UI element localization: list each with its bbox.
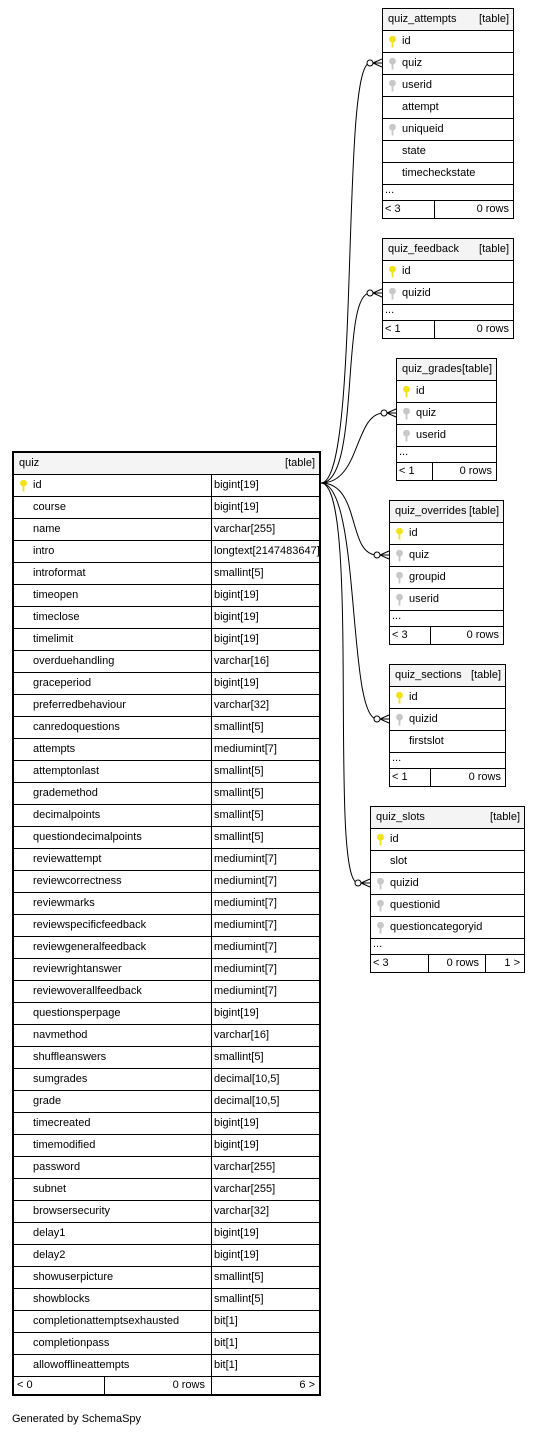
column-name: userid	[402, 79, 432, 91]
relationship-line-quiz-feedback	[321, 293, 370, 483]
column-row-quiz[interactable]	[383, 53, 513, 75]
crows-foot-marker	[387, 409, 396, 417]
table-tag: [table]	[490, 811, 520, 823]
row-count: 0 rows	[172, 1379, 205, 1391]
table-quiz-overrides[interactable]	[389, 500, 504, 645]
column-type: varchar[255]	[214, 523, 276, 535]
table-quiz-grades[interactable]	[396, 358, 497, 481]
column-row-attemptonlast[interactable]	[14, 761, 319, 783]
column-row-id[interactable]	[383, 31, 513, 53]
parents-count: < 1	[399, 465, 415, 477]
table-quiz-slots[interactable]	[370, 806, 525, 973]
column-type: bigint[19]	[214, 1007, 259, 1019]
column-row-attempts[interactable]	[14, 739, 319, 761]
column-type: bigint[19]	[214, 479, 259, 491]
footer-divider	[430, 769, 431, 786]
optional-circle-marker	[374, 716, 380, 722]
column-name: id	[416, 385, 425, 397]
column-row-timecreated[interactable]	[14, 1113, 319, 1135]
column-type: smallint[5]	[214, 1271, 264, 1283]
table-name: quiz	[19, 457, 40, 469]
column-row-reviewmarks[interactable]	[14, 893, 319, 915]
table-tag: [table]	[469, 505, 499, 517]
optional-circle-marker	[355, 880, 361, 886]
column-type: smallint[5]	[214, 567, 264, 579]
column-name: allowofflineattempts	[33, 1359, 130, 1371]
column-name: quiz	[416, 407, 437, 419]
column-name: reviewattempt	[33, 853, 102, 865]
relationship-line-quiz-attempts	[321, 63, 370, 483]
footer-divider	[211, 1377, 212, 1394]
column-name: firstslot	[409, 735, 444, 747]
column-row-overduehandling[interactable]	[14, 651, 319, 673]
row-count: 0 rows	[459, 465, 492, 477]
more-columns-ellipsis: ...	[383, 305, 513, 321]
column-type: varchar[32]	[214, 1205, 270, 1217]
children-count: 6 >	[299, 1379, 315, 1391]
parents-count: < 0	[17, 1379, 33, 1391]
column-row-userid[interactable]	[397, 425, 496, 447]
column-row-canredoquestions[interactable]	[14, 717, 319, 739]
relationship-line-quiz-slots	[321, 483, 358, 883]
optional-circle-marker	[381, 410, 387, 416]
column-row-allowofflineattempts[interactable]	[14, 1355, 319, 1377]
column-row-reviewgeneralfeedback[interactable]	[14, 937, 319, 959]
column-row-reviewoverallfeedback[interactable]	[14, 981, 319, 1003]
parents-count: < 1	[385, 323, 401, 335]
column-name: intro	[33, 545, 55, 557]
column-name: quiz	[402, 57, 423, 69]
column-name: userid	[409, 593, 439, 605]
column-row-decimalpoints[interactable]	[14, 805, 319, 827]
table-tag: [table]	[285, 457, 315, 469]
column-row-name[interactable]	[14, 519, 319, 541]
column-row-delay1[interactable]	[14, 1223, 319, 1245]
table-footer	[14, 1377, 319, 1394]
column-row-userid[interactable]	[383, 75, 513, 97]
table-footer	[371, 955, 524, 972]
table-header	[390, 665, 505, 687]
column-name: showuserpicture	[33, 1271, 114, 1283]
column-name: slot	[390, 855, 408, 867]
children-count: 1 >	[504, 957, 520, 969]
column-name: canredoquestions	[33, 721, 120, 733]
more-columns-ellipsis: ...	[371, 939, 524, 955]
column-type: varchar[255]	[214, 1183, 276, 1195]
column-row-questionsperpage[interactable]	[14, 1003, 319, 1025]
column-type: bigint[19]	[214, 1117, 259, 1129]
column-name: completionattemptsexhausted	[33, 1315, 180, 1327]
table-name: quiz_grades	[402, 363, 462, 375]
column-row-course[interactable]	[14, 497, 319, 519]
column-name: delay2	[33, 1249, 66, 1261]
table-quiz-sections[interactable]	[389, 664, 506, 787]
column-name: shuffleanswers	[33, 1051, 107, 1063]
column-row-groupid[interactable]	[390, 567, 503, 589]
column-name: name	[33, 523, 61, 535]
column-type: mediumint[7]	[214, 743, 277, 755]
column-name: id	[402, 35, 411, 47]
column-type: longtext[2147483647]	[214, 545, 320, 557]
column-name: attempts	[33, 743, 76, 755]
column-row-timecheckstate[interactable]	[383, 163, 513, 185]
parents-count: < 1	[392, 771, 408, 783]
parents-count: < 3	[392, 629, 408, 641]
optional-circle-marker	[367, 60, 373, 66]
column-row-attempt[interactable]	[383, 97, 513, 119]
footer-divider	[513, 201, 514, 218]
footer-divider	[503, 627, 504, 644]
column-name: grademethod	[33, 787, 98, 799]
column-row-grademethod[interactable]	[14, 783, 319, 805]
column-type: mediumint[7]	[214, 853, 277, 865]
column-name: decimalpoints	[33, 809, 101, 821]
column-row-reviewattempt[interactable]	[14, 849, 319, 871]
column-row-quizid[interactable]	[390, 709, 505, 731]
column-name: attemptonlast	[33, 765, 100, 777]
optional-circle-marker	[367, 290, 373, 296]
column-row-sumgrades[interactable]	[14, 1069, 319, 1091]
column-type: varchar[255]	[214, 1161, 276, 1173]
column-type: bigint[19]	[214, 1139, 259, 1151]
table-header	[371, 807, 524, 829]
column-type: decimal[10,5]	[214, 1095, 280, 1107]
table-name: quiz_slots	[376, 811, 425, 823]
crows-foot-marker	[373, 59, 382, 67]
column-row-completionattemptsexhausted[interactable]	[14, 1311, 319, 1333]
crows-foot-marker	[380, 551, 389, 559]
table-header	[383, 9, 513, 31]
column-name: browsersecurity	[33, 1205, 111, 1217]
column-type: bigint[19]	[214, 1227, 259, 1239]
column-name: timecheckstate	[402, 167, 476, 179]
column-type: bigint[19]	[214, 677, 259, 689]
column-name: id	[390, 833, 399, 845]
column-row-timelimit[interactable]	[14, 629, 319, 651]
column-row-id[interactable]	[390, 523, 503, 545]
column-name: timelimit	[33, 633, 74, 645]
column-type: mediumint[7]	[214, 875, 277, 887]
column-row-id[interactable]	[397, 381, 496, 403]
column-row-slot[interactable]	[371, 851, 524, 873]
column-type: bit[1]	[214, 1359, 238, 1371]
column-name: id	[402, 265, 411, 277]
column-row-completionpass[interactable]	[14, 1333, 319, 1355]
column-name: delay1	[33, 1227, 66, 1239]
column-type: mediumint[7]	[214, 897, 277, 909]
column-name: id	[409, 691, 418, 703]
relationship-line-quiz-overrides	[321, 483, 377, 555]
crows-foot-marker	[373, 289, 382, 297]
column-row-questionid[interactable]	[371, 895, 524, 917]
column-row-id[interactable]	[14, 475, 319, 497]
column-type: mediumint[7]	[214, 963, 277, 975]
table-footer	[390, 627, 503, 644]
column-type: smallint[5]	[214, 787, 264, 799]
column-row-questiondecimalpoints[interactable]	[14, 827, 319, 849]
column-row-questioncategoryid[interactable]	[371, 917, 524, 939]
table-header	[390, 501, 503, 523]
table-quiz[interactable]	[12, 451, 321, 1396]
table-tag: [table]	[471, 669, 501, 681]
table-footer	[383, 201, 513, 218]
table-tag: [table]	[479, 243, 509, 255]
column-name: reviewrightanswer	[33, 963, 122, 975]
table-footer	[390, 769, 505, 786]
footer-divider	[513, 321, 514, 338]
more-columns-ellipsis: ...	[390, 611, 503, 627]
column-name: state	[402, 145, 426, 157]
table-quiz-feedback[interactable]	[382, 238, 514, 339]
column-row-preferredbehaviour[interactable]	[14, 695, 319, 717]
column-name: completionpass	[33, 1337, 110, 1349]
more-columns-ellipsis: ...	[383, 185, 513, 201]
column-row-intro[interactable]	[14, 541, 319, 563]
column-name: quizid	[409, 713, 438, 725]
column-row-reviewspecificfeedback[interactable]	[14, 915, 319, 937]
footer-divider	[496, 463, 497, 480]
column-type: smallint[5]	[214, 1293, 264, 1305]
row-count: 0 rows	[476, 203, 509, 215]
column-name: id	[33, 479, 42, 491]
column-name: overduehandling	[33, 655, 115, 667]
column-row-showblocks[interactable]	[14, 1289, 319, 1311]
column-name: subnet	[33, 1183, 67, 1195]
table-footer	[397, 463, 496, 480]
column-row-id[interactable]	[371, 829, 524, 851]
column-type: bigint[19]	[214, 611, 259, 623]
table-name: quiz_overrides	[395, 505, 467, 517]
column-name: navmethod	[33, 1029, 88, 1041]
column-type: varchar[16]	[214, 655, 270, 667]
table-quiz-attempts[interactable]	[382, 8, 514, 219]
column-name: timeclose	[33, 611, 80, 623]
table-header	[14, 453, 319, 475]
column-name: timemodified	[33, 1139, 96, 1151]
column-name: userid	[416, 429, 446, 441]
column-name: questiondecimalpoints	[33, 831, 142, 843]
column-row-quizid[interactable]	[371, 873, 524, 895]
more-columns-ellipsis: ...	[397, 447, 496, 463]
footer-divider	[485, 955, 486, 972]
column-name: grade	[33, 1095, 62, 1107]
column-type: mediumint[7]	[214, 919, 277, 931]
column-name: id	[409, 527, 418, 539]
column-row-id[interactable]	[390, 687, 505, 709]
column-type: varchar[32]	[214, 699, 270, 711]
column-row-firstslot[interactable]	[390, 731, 505, 753]
footer-divider	[505, 769, 506, 786]
column-type: mediumint[7]	[214, 985, 277, 997]
column-name: groupid	[409, 571, 446, 583]
column-row-uniqueid[interactable]	[383, 119, 513, 141]
column-type: decimal[10,5]	[214, 1073, 280, 1085]
column-row-password[interactable]	[14, 1157, 319, 1179]
footer-divider	[434, 321, 435, 338]
optional-circle-marker	[374, 552, 380, 558]
column-name: introformat	[33, 567, 86, 579]
column-type: smallint[5]	[214, 809, 264, 821]
footer-divider	[432, 463, 433, 480]
column-name: password	[33, 1161, 81, 1173]
column-name: questionsperpage	[33, 1007, 121, 1019]
column-type: bigint[19]	[214, 1249, 259, 1261]
row-count: 0 rows	[446, 957, 479, 969]
column-row-delay2[interactable]	[14, 1245, 319, 1267]
column-row-userid[interactable]	[390, 589, 503, 611]
column-row-quizid[interactable]	[383, 283, 513, 305]
column-type: bit[1]	[214, 1337, 238, 1349]
footer-divider	[104, 1377, 105, 1394]
column-row-navmethod[interactable]	[14, 1025, 319, 1047]
column-row-quiz[interactable]	[390, 545, 503, 567]
column-name: uniqueid	[402, 123, 444, 135]
column-row-introformat[interactable]	[14, 563, 319, 585]
column-name: quizid	[402, 287, 431, 299]
more-columns-ellipsis: ...	[390, 753, 505, 769]
column-name: showblocks	[33, 1293, 90, 1305]
column-type: varchar[16]	[214, 1029, 270, 1041]
column-name: sumgrades	[33, 1073, 88, 1085]
column-name: questioncategoryid	[390, 921, 483, 933]
crows-foot-marker	[380, 715, 389, 723]
column-row-id[interactable]	[383, 261, 513, 283]
column-row-subnet[interactable]	[14, 1179, 319, 1201]
column-name: timecreated	[33, 1117, 91, 1129]
generated-by-note: Generated by SchemaSpy	[12, 1413, 142, 1425]
column-name: reviewcorrectness	[33, 875, 122, 887]
column-name: attempt	[402, 101, 439, 113]
footer-divider	[428, 955, 429, 972]
footer-divider	[434, 201, 435, 218]
column-name: reviewmarks	[33, 897, 95, 909]
column-row-grade[interactable]	[14, 1091, 319, 1113]
table-name: quiz_feedback	[388, 243, 459, 255]
table-name: quiz_attempts	[388, 13, 457, 25]
column-row-graceperiod[interactable]	[14, 673, 319, 695]
column-row-reviewcorrectness[interactable]	[14, 871, 319, 893]
row-count: 0 rows	[476, 323, 509, 335]
column-type: bit[1]	[214, 1315, 238, 1327]
column-name: timeopen	[33, 589, 79, 601]
parents-count: < 3	[385, 203, 401, 215]
table-header	[397, 359, 496, 381]
column-row-timeopen[interactable]	[14, 585, 319, 607]
table-header	[383, 239, 513, 261]
column-name: reviewgeneralfeedback	[33, 941, 147, 953]
column-name: preferredbehaviour	[33, 699, 126, 711]
column-name: graceperiod	[33, 677, 92, 689]
column-type: smallint[5]	[214, 765, 264, 777]
column-name: course	[33, 501, 67, 513]
column-type: smallint[5]	[214, 1051, 264, 1063]
column-row-timemodified[interactable]	[14, 1135, 319, 1157]
table-footer	[383, 321, 513, 338]
row-count: 0 rows	[466, 629, 499, 641]
column-row-quiz[interactable]	[397, 403, 496, 425]
column-name: reviewspecificfeedback	[33, 919, 147, 931]
table-name: quiz_sections	[395, 669, 462, 681]
column-row-browsersecurity[interactable]	[14, 1201, 319, 1223]
column-row-timeclose[interactable]	[14, 607, 319, 629]
footer-divider	[430, 627, 431, 644]
column-type: smallint[5]	[214, 831, 264, 843]
table-tag: [table]	[462, 363, 492, 375]
column-name: quizid	[390, 877, 419, 889]
column-type: bigint[19]	[214, 501, 259, 513]
column-type: smallint[5]	[214, 721, 264, 733]
parents-count: < 3	[373, 957, 389, 969]
column-row-reviewrightanswer[interactable]	[14, 959, 319, 981]
column-name: reviewoverallfeedback	[33, 985, 142, 997]
column-row-showuserpicture[interactable]	[14, 1267, 319, 1289]
column-name: questionid	[390, 899, 441, 911]
row-count: 0 rows	[468, 771, 501, 783]
table-tag: [table]	[479, 13, 509, 25]
column-row-state[interactable]	[383, 141, 513, 163]
column-type: bigint[19]	[214, 633, 259, 645]
relationship-line-quiz-sections	[321, 483, 377, 719]
crows-foot-marker	[361, 879, 370, 887]
column-name: quiz	[409, 549, 430, 561]
column-type: mediumint[7]	[214, 941, 277, 953]
column-row-shuffleanswers[interactable]	[14, 1047, 319, 1069]
column-type: bigint[19]	[214, 589, 259, 601]
